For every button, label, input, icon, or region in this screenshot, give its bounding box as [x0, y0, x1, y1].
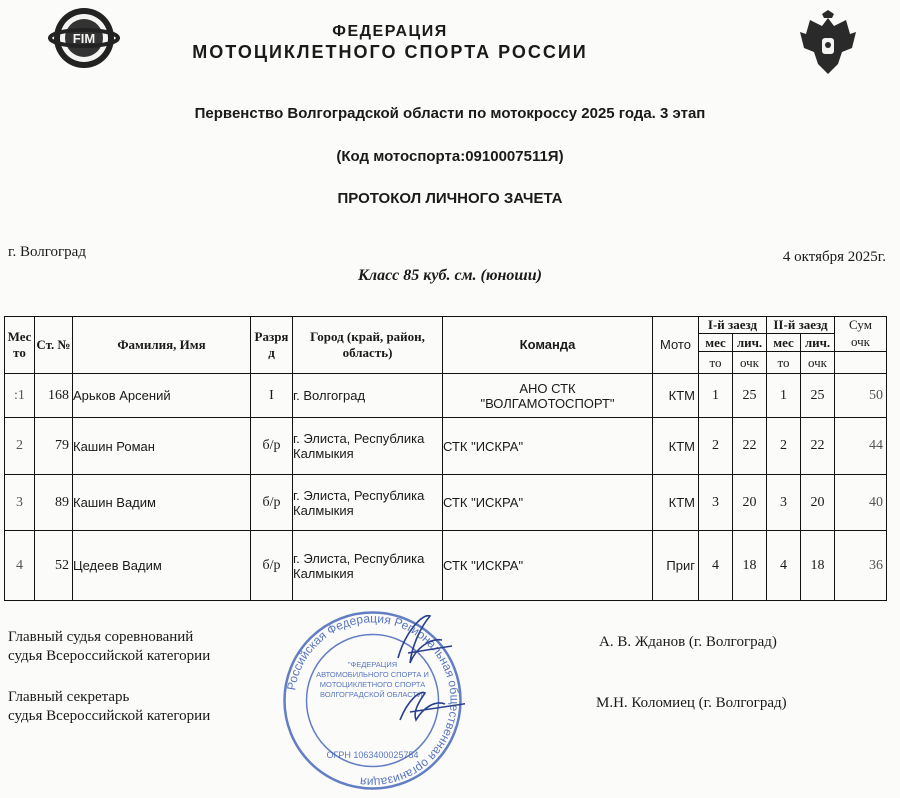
cell-team: СТК "ИСКРА" [443, 531, 653, 601]
cell-name: Кашин Роман [73, 418, 251, 475]
cell-r2-place: 2 [767, 418, 801, 475]
stamp-ogrn: ОГРН 1063400025754 [326, 750, 419, 760]
cell-rank: б/р [251, 531, 293, 601]
cell-place: :1 [5, 374, 35, 418]
cell-rank: б/р [251, 418, 293, 475]
cell-name: Арьков Арсений [73, 374, 251, 418]
judge-role-line1: Главный судья соревнований [8, 629, 194, 645]
cell-r1-place: 2 [699, 418, 733, 475]
protocol-title: ПРОТОКОЛ ЛИЧНОГО ЗАЧЕТА [337, 190, 563, 207]
eagle-emblem-icon [792, 8, 864, 80]
cell-sum: 40 [835, 475, 887, 531]
cell-start-no: 52 [35, 531, 73, 601]
cell-rank: б/р [251, 475, 293, 531]
header-start-no: Ст. № [35, 317, 73, 374]
judge-role-line2: судья Всероссийской категории [8, 648, 211, 664]
event-date: 4 октября 2025г. [782, 249, 886, 265]
cell-start-no: 168 [35, 374, 73, 418]
cell-r1-points: 25 [733, 374, 767, 418]
table-row [5, 475, 887, 531]
federation-line1: ФЕДЕРАЦИЯ [332, 23, 448, 40]
event-title: Первенство Волгоградской области по мотокроссу 2025 года. 3 этап [194, 105, 706, 122]
cell-r1-place: 3 [699, 475, 733, 531]
cell-r2-points: 22 [801, 418, 835, 475]
header-sum-top: Сум [835, 317, 887, 334]
cell-city: г. Волгоград [293, 374, 443, 418]
header-r1-points: лич. [733, 334, 767, 352]
cell-start-no: 89 [35, 475, 73, 531]
header-r2-points: лич. [801, 334, 835, 352]
cell-r2-place: 1 [767, 374, 801, 418]
header-city: Город (край, район, область) [293, 317, 443, 374]
header-place: Мес то [5, 317, 35, 374]
judge-role [8, 628, 210, 666]
stamp-outer-text: Российская Федерация Региональная общественная организация [284, 611, 462, 790]
cell-rank: I [251, 374, 293, 418]
stamp-inner-text: "ФЕДЕРАЦИЯ АВТОМОБИЛЬНОГО СПОРТА И МОТОЦИКЛЕТНОГО СПОРТА ВОЛГОГРАДСКОЙ ОБЛАСТИ" [316, 660, 429, 699]
judge-name: А. В. Жданов (г. Волгоград) [599, 634, 777, 650]
cell-r1-place: 4 [699, 531, 733, 601]
cell-sum: 44 [835, 418, 887, 475]
table-row [5, 531, 887, 601]
cell-moto: КТМ [653, 475, 699, 531]
organization-stamp [280, 608, 465, 793]
cell-start-no: 79 [35, 418, 73, 475]
federation-title [150, 22, 630, 62]
federation-line2: МОТОЦИКЛЕТНОГО СПОРТА РОССИИ [192, 42, 588, 62]
header-sum-empty [835, 352, 887, 374]
header-race2: II-й заезд [767, 317, 835, 334]
secretary-role-line1: Главный секретарь [8, 689, 130, 705]
cell-r2-points: 20 [801, 475, 835, 531]
cell-city: г. Элиста, Республика Калмыкия [293, 531, 443, 601]
header-r1-place-bottom: то [699, 352, 733, 374]
cell-moto: КТМ [653, 418, 699, 475]
header-r2-place: мес [767, 334, 801, 352]
cell-r1-points: 22 [733, 418, 767, 475]
header-sum-bottom: очк [835, 334, 887, 352]
header-moto: Мото [653, 317, 699, 374]
secretary-role-line2: судья Всероссийской категории [8, 708, 211, 724]
cell-name: Кашин Вадим [73, 475, 251, 531]
logo-text: FIM [72, 31, 96, 46]
cell-r2-points: 25 [801, 374, 835, 418]
results-table [4, 316, 887, 601]
cell-team: АНО СТК "ВОЛГАМОТОСПОРТ" [443, 374, 653, 418]
table-row [5, 374, 887, 418]
cell-r1-place: 1 [699, 374, 733, 418]
cell-sum: 36 [835, 531, 887, 601]
header-r2-points-bottom: очк [801, 352, 835, 374]
header-team: Команда [443, 317, 653, 374]
cell-r2-place: 3 [767, 475, 801, 531]
cell-city: г. Элиста, Республика Калмыкия [293, 418, 443, 475]
header-name: Фамилия, Имя [73, 317, 251, 374]
cell-r2-place: 4 [767, 531, 801, 601]
cell-team: СТК "ИСКРА" [443, 418, 653, 475]
event-code: (Код мотоспорта:0910007511Я) [336, 148, 564, 165]
cell-place: 2 [5, 418, 35, 475]
cell-r1-points: 18 [733, 531, 767, 601]
header-rank: Разря д [251, 317, 293, 374]
header-r1-points-bottom: очк [733, 352, 767, 374]
secretary-role [8, 688, 210, 726]
cell-name: Цедеев Вадим [73, 531, 251, 601]
cell-place: 3 [5, 475, 35, 531]
event-class: Класс 85 куб. см. (юноши) [358, 267, 542, 284]
table-row [5, 418, 887, 475]
secretary-name: М.Н. Коломиец (г. Волгоград) [596, 695, 787, 711]
cell-moto: Приг [653, 531, 699, 601]
event-city: г. Волгоград [8, 244, 86, 260]
header-r2-place-bottom: то [767, 352, 801, 374]
cell-place: 4 [5, 531, 35, 601]
header-r1-place: мес [699, 334, 733, 352]
cell-r2-points: 18 [801, 531, 835, 601]
cell-moto: КТМ [653, 374, 699, 418]
cell-sum: 50 [835, 374, 887, 418]
federation-logo [38, 6, 130, 70]
header-race1: I-й заезд [699, 317, 767, 334]
cell-team: СТК "ИСКРА" [443, 475, 653, 531]
cell-r1-points: 20 [733, 475, 767, 531]
cell-city: г. Элиста, Республика Калмыкия [293, 475, 443, 531]
